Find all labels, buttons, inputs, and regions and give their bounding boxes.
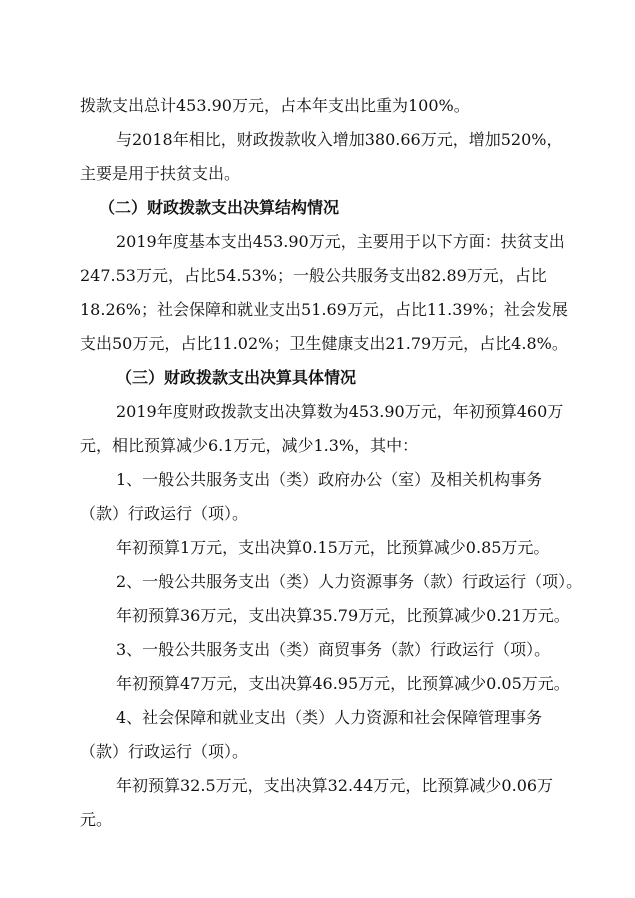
text-line-15: 2、一般公共服务支出（类）人力资源事务（款）行政运行（项）。 bbox=[116, 572, 583, 591]
text-line-21: 年初预算32.5万元，支出决算32.44万元，比预算减少0.06万 bbox=[116, 776, 554, 795]
text-line-3: 主要是用于扶贫支出。 bbox=[80, 164, 241, 183]
text-line-16: 年初预算36万元，支出决算35.79万元，比预算减少0.21万元。 bbox=[116, 606, 570, 625]
text-line-12: 1、一般公共服务支出（类）政府办公（室）及相关机构事务 bbox=[116, 470, 543, 489]
text-line-17: 3、一般公共服务支出（类）商贸事务（款）行政运行（项）。 bbox=[116, 640, 551, 659]
text-line-8: 支出50万元，占比11.02%；卫生健康支出21.79万元，占比4.8%。 bbox=[80, 334, 568, 353]
text-line-2: 与2018年相比，财政拨款收入增加380.66万元，增加520%， bbox=[116, 130, 563, 149]
text-line-13: （款）行政运行（项）。 bbox=[80, 504, 249, 523]
text-line-19: 4、社会保障和就业支出（类）人力资源和社会保障管理事务 bbox=[116, 708, 543, 727]
text-line-22: 元。 bbox=[80, 810, 113, 829]
text-line-10: 2019年度财政拨款支出决算数为453.90万元，年初预算460万 bbox=[116, 402, 564, 421]
text-line-7: 18.26%；社会保障和就业支出51.69万元，占比11.39%；社会发展 bbox=[80, 300, 568, 319]
text-line-18: 年初预算47万元，支出决算46.95万元，比预算减少0.05万元。 bbox=[116, 674, 570, 693]
text-line-1: 拨款支出总计453.90万元，占本年支出比重为100%。 bbox=[80, 96, 470, 115]
text-line-5: 2019年度基本支出453.90万元，主要用于以下方面：扶贫支出 bbox=[116, 232, 565, 251]
section-heading-2: （二）财政拨款支出决算结构情况 bbox=[99, 198, 340, 217]
section-heading-3: （三）财政拨款支出决算具体情况 bbox=[116, 368, 357, 387]
text-line-20: （款）行政运行（项）。 bbox=[80, 742, 249, 761]
text-line-6: 247.53万元，占比54.53%；一般公共服务支出82.89万元，占比 bbox=[80, 266, 547, 285]
text-line-11: 元，相比预算减少6.1万元，减少1.3%，其中： bbox=[80, 436, 419, 455]
text-line-14: 年初预算1万元，支出决算0.15万元，比预算减少0.85万元。 bbox=[116, 538, 550, 557]
